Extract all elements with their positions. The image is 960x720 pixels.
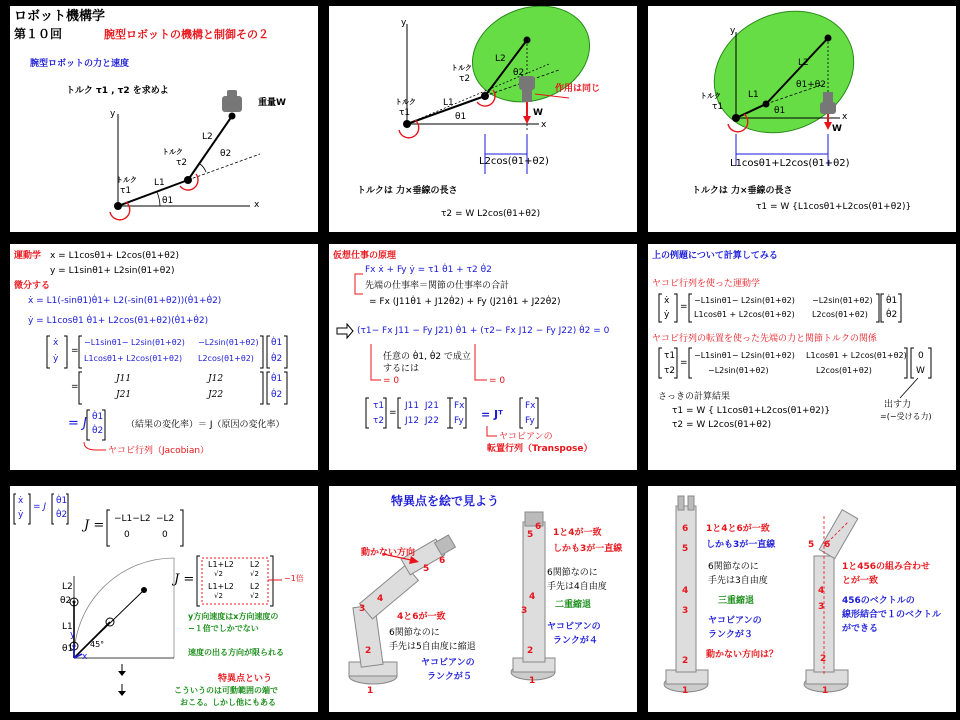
j-m2: −L2: [156, 514, 175, 524]
th1dot-c: θ̇1: [92, 412, 104, 422]
m22: L2cos(θ1+θ2): [198, 354, 254, 363]
joint-num-5b: 5: [808, 540, 815, 550]
fx-vec: Fx: [454, 401, 465, 411]
th2dot-a: θ̇2: [271, 354, 283, 364]
weight-label: 重量W: [258, 98, 286, 108]
zero-2: = 0: [489, 376, 506, 386]
joint-num-5b: 5: [527, 530, 534, 540]
xdot-eq: ẋ = L1(-sinθ1)θ̇1+ L2(-sin(θ1+θ2))(θ̇1+θ̇2): [28, 296, 222, 306]
equals-1: =: [71, 346, 79, 356]
j21: J21: [116, 390, 132, 400]
l1-label: L1: [62, 622, 73, 632]
joint-num-2a: 2: [365, 646, 372, 656]
triple-degenerate: 三重縮退: [718, 596, 755, 606]
minus-one-times: −1倍: [284, 574, 304, 583]
torque-caption: トルクは 力×垂線の長さ: [692, 186, 793, 196]
l2-label: L2: [202, 132, 213, 142]
equals-2: =: [71, 382, 79, 392]
ydot-eq: ẏ = L1cosθ1 θ̇1+ L2cos(θ1+θ2)(θ̇1+θ̇2): [28, 316, 209, 326]
torque-caption: トルクは 力×垂線の長さ: [357, 186, 458, 196]
equals-a: =: [680, 302, 688, 312]
jacobian-symbol: = J: [68, 416, 87, 431]
virtual-work-eq: (τ1− Fx J11 − Fy J21) θ̇1 + (τ2− Fx J12 − Fy J22) θ̇2 = 0: [357, 326, 610, 336]
joint-num-4a: 4: [377, 594, 384, 604]
linear-comb-2: 線形結合で１のベクトル: [842, 610, 942, 620]
weight-w: W: [832, 124, 842, 134]
angle-45: 45°: [90, 640, 105, 649]
l2-label: L2: [62, 582, 73, 592]
x-axis-label: x: [254, 200, 260, 210]
joint-num-4a: 4: [682, 586, 689, 596]
force-x: 0: [918, 351, 924, 361]
theta2-label: θ2: [60, 596, 72, 606]
dof-note-2: 手先は3自由度: [708, 576, 768, 586]
m12: −L2sin(θ1+θ2): [198, 338, 259, 347]
tau1-vec: τ1: [664, 351, 676, 361]
joint-num-4b: 4: [818, 586, 825, 596]
singular-note-2: おこる。しかし他にもある: [180, 698, 276, 707]
l1-label: L1: [154, 178, 165, 188]
l1-label: L1: [748, 90, 759, 100]
ydot-vec: ẏ: [53, 354, 59, 364]
power-balance-eq: Fx ẋ + Fy ẏ = τ1 θ̇1 + τ2 θ̇2: [365, 265, 492, 275]
joint-num-6a: 6: [682, 524, 689, 534]
slide-8: [329, 486, 637, 712]
arm-diagram-2: [329, 6, 637, 232]
power-note: 先端の仕事率＝関節の仕事率の合計: [365, 281, 510, 291]
slide-7: [10, 486, 318, 712]
output-force-2: =(−受ける力): [880, 412, 932, 421]
result-tau1: τ1 = W { L1cosθ1+L2cos(θ1+θ2)}: [672, 406, 831, 416]
joint46-coincide: 4と6が一致: [397, 612, 446, 622]
combo-note-2: とが一致: [842, 576, 879, 586]
slide-9: [648, 486, 956, 712]
singular-point-label: 特異点という: [218, 674, 273, 684]
section-heading: 腕型ロボットの力と速度: [30, 59, 130, 69]
y-axis-label: y: [401, 18, 407, 28]
theta1-label: θ1: [62, 644, 74, 654]
x-axis-label: x: [541, 120, 547, 130]
output-force: 出す力: [884, 400, 912, 410]
th2dot: θ̇2: [56, 510, 68, 520]
zero-1: = 0: [383, 376, 400, 386]
theta12-label: θ1+θ2: [796, 80, 827, 90]
n-l1l2-bottom: L1+L2: [208, 582, 234, 591]
joint-num-6a: 6: [439, 556, 446, 566]
y-axis-label: y: [110, 109, 116, 119]
torque1-label: トルク: [116, 176, 137, 184]
n-l2-top: L2: [250, 560, 260, 569]
b12: L1cosθ1 + L2cos(θ1+θ2): [806, 351, 907, 360]
j-m3: 0: [124, 530, 130, 540]
a11: −L1sinθ1− L2sin(θ1+θ2): [694, 296, 795, 305]
torque1-label: トルク: [700, 92, 721, 100]
jt-row2: J12 J22: [405, 416, 439, 426]
torque1-label: トルク: [395, 98, 416, 106]
joint-num-1a: 1: [682, 686, 689, 696]
combo-note-1: 1と456の組み合わせ: [842, 562, 931, 572]
kinematics-label: 運動学: [14, 251, 42, 261]
l1-label: L1: [443, 98, 454, 108]
dof-note-1: 6関節なのに: [708, 562, 759, 572]
tau2-vec: τ2: [664, 366, 676, 376]
joint-num-2b: 2: [527, 646, 534, 656]
joint14-coincide: 1と4が一致: [553, 528, 602, 538]
n-l1l2-top: L1+L2: [208, 560, 234, 569]
xdot-vec: ẋ: [664, 296, 670, 306]
result-tau2: τ2 = W L2cos(θ1+θ2): [672, 420, 772, 430]
jacobian-note: ヤコビ行列（Jacobian）: [108, 446, 210, 456]
transpose-heading: ヤコビ行列の転置を使った先端の力と関節トルクの関係: [652, 334, 877, 344]
rank3-note-1: ヤコビアンの: [708, 616, 762, 626]
x-axis-label: x: [842, 112, 848, 122]
dof-note-1: 6関節なのに: [547, 568, 598, 578]
joint-num-2b: 2: [820, 654, 827, 664]
weight-w: W: [533, 108, 543, 118]
tau2-label: τ2: [176, 158, 188, 168]
th1dot: θ̇1: [886, 296, 898, 306]
slide-2: [329, 6, 637, 232]
joint-num-3b: 3: [818, 602, 825, 612]
fy-vec: Fy: [454, 416, 464, 426]
tau1-label: τ1: [120, 186, 132, 196]
th2dot: θ̇2: [886, 310, 898, 320]
same-action-note: 作用は同じ: [555, 84, 601, 94]
question: トルク τ1 , τ2 を求めよ: [66, 86, 169, 96]
b22: L2cos(θ1+θ2): [816, 366, 872, 375]
jacobian-kin-heading: ヤコビ行列を使った運動学: [652, 279, 761, 289]
tau1-formula: τ1 = W {L1cosθ1+L2cos(θ1+θ2)}: [756, 202, 912, 212]
jacobian-expansion: = Fx (J11θ̇1 + J12θ̇2) + Fy (J21θ̇1 + J22θ̇2): [369, 297, 561, 307]
j-symbol-1: J =: [84, 518, 105, 533]
j-symbol-2: J =: [174, 572, 195, 587]
sqrt2-c: √2: [214, 592, 223, 600]
virtual-work-title: 仮想仕事の原理: [333, 251, 397, 261]
y-axis-label: y: [70, 630, 76, 640]
linear-comb-3: ができる: [842, 624, 879, 634]
theta1-label: θ1: [455, 112, 467, 122]
a22: L2cos(θ1+θ2): [812, 310, 868, 319]
slide-3: [648, 6, 956, 232]
th1dot: θ̇1: [56, 496, 68, 506]
velocity-note-2: −１倍でしかでない: [188, 624, 259, 633]
joint-num-3a: 3: [359, 604, 366, 614]
distance-label: L1cosθ1+L2cos(θ1+θ2): [730, 158, 850, 169]
th1dot-b: θ̇1: [271, 374, 283, 384]
m21: L1cosθ1+ L2cos(θ1+θ2): [84, 354, 183, 363]
singular-note-1: こういうのは可動範囲の端で: [174, 686, 278, 695]
theta2-label: θ2: [513, 68, 525, 78]
transpose-note-2: 転置行列（Transpose）: [487, 444, 593, 454]
j-m4: 0: [162, 530, 168, 540]
tau2-formula: τ2 = W L2cos(θ1+θ2): [441, 209, 541, 219]
tau1-vec: τ1: [373, 401, 385, 411]
l2-label: L2: [495, 54, 506, 64]
rank5-note-2: ランクが５: [427, 672, 472, 682]
equals-3: =: [389, 408, 397, 418]
torque2-label: トルク: [162, 148, 183, 156]
rank5-note-1: ヤコビアンの: [421, 658, 475, 668]
b11: −L1sinθ1− L2sin(θ1+θ2): [694, 351, 795, 360]
j11: J11: [116, 374, 132, 384]
l2-label: L2: [798, 58, 809, 68]
tau1-label: τ1: [712, 102, 724, 112]
relation-note: （結果の変化率）＝ J（原因の変化率）: [126, 420, 285, 430]
sqrt2-a: √2: [214, 570, 223, 578]
tau2-vec: τ2: [373, 416, 385, 426]
arbitrary-note-2: するには: [383, 364, 420, 374]
sqrt2-b: √2: [250, 570, 259, 578]
example-title: 上の例題について計算してみる: [652, 251, 778, 261]
immobile-question: 動かない方向は？: [706, 650, 779, 660]
differentiate-label: 微分する: [14, 281, 51, 291]
dof-note-2: 手先は4自由度: [547, 582, 607, 592]
ydot-vec: ẏ: [18, 510, 24, 520]
slide5-lines: [329, 244, 637, 470]
joint-num-3a: 3: [682, 606, 689, 616]
rank4-note-1: ヤコビアンの: [547, 622, 601, 632]
j12: J12: [208, 374, 224, 384]
linear-comb-1: 456のベクトルの: [842, 596, 915, 606]
joint-num-4b: 4: [529, 592, 536, 602]
sqrt2-d: √2: [250, 592, 259, 600]
m11: −L1sinθ1− L2sin(θ1+θ2): [84, 338, 185, 347]
previous-result: さっきの計算結果: [658, 392, 731, 402]
joint-num-5a: 5: [423, 564, 430, 574]
lecture-number: 第１０回: [14, 27, 63, 41]
course-title: ロボット機構学: [14, 9, 106, 24]
slide-6: [648, 244, 956, 470]
th2dot-b: θ̇2: [271, 390, 283, 400]
singular-visual-title: 特異点を絵で見よう: [391, 494, 500, 508]
kin-x-eq: x = L1cosθ1+ L2cos(θ1+θ2): [50, 251, 180, 261]
dof-note-3: 6関節なのに: [389, 628, 440, 638]
slide-1: [10, 6, 318, 232]
j22: J22: [208, 390, 224, 400]
joint-num-1b: 1: [822, 686, 829, 696]
distance-label: L2cos(θ1+θ2): [479, 156, 549, 167]
joint3-aligned: しかも3が一直線: [553, 544, 623, 554]
joint3-aligned: しかも3が一直線: [706, 540, 776, 550]
joint-num-6b: 6: [535, 522, 542, 532]
equals-b: =: [680, 358, 688, 368]
jt-symbol: = Jᵀ: [481, 408, 503, 421]
fy-vec-2: Fy: [525, 416, 535, 426]
n-l2-bottom: L2: [250, 582, 260, 591]
slide-5: [329, 244, 637, 470]
jt-row1: J11 J21: [405, 401, 439, 411]
arm-diagram-3: [648, 6, 956, 232]
lecture-subtitle: 腕型ロボットの機構と制御その２: [104, 28, 269, 41]
j-m1: −L1−L2: [114, 514, 151, 524]
tau1-label: τ1: [399, 108, 411, 118]
double-degenerate: 二重縮退: [555, 600, 592, 610]
arbitrary-note: 任意の θ̇1, θ̇2 で成立: [383, 352, 471, 362]
b21: −L2sin(θ1+θ2): [708, 366, 769, 375]
j-eq: = J: [33, 502, 47, 512]
joint-num-1b: 1: [529, 676, 536, 686]
transpose-note: ヤコビアンの: [499, 432, 553, 442]
robot-illustrations-8: [329, 486, 637, 712]
a21: L1cosθ1 + L2cos(θ1+θ2): [694, 310, 795, 319]
theta2-label: θ2: [220, 149, 232, 159]
y-axis-label: y: [730, 26, 736, 36]
torque2-label: トルク: [451, 64, 472, 72]
slide-4: [10, 244, 318, 470]
a12: −L2sin(θ1+θ2): [812, 296, 873, 305]
joint-num-1a: 1: [367, 686, 374, 696]
xdot-vec: ẋ: [53, 338, 59, 348]
force-y: W: [916, 366, 925, 376]
joint-num-3b: 3: [521, 606, 528, 616]
joint-num-2a: 2: [682, 656, 689, 666]
rank3-note-2: ランクが３: [708, 630, 753, 640]
rank4-note-2: ランクが４: [553, 636, 598, 646]
dof-note-4: 手先は5自由度に縮退: [389, 642, 476, 652]
theta1-label: θ1: [162, 196, 174, 206]
joint-num-6b: 6: [824, 540, 831, 550]
velocity-note-1: y方向速度はx方向速度の: [188, 612, 279, 621]
joint-num-5a: 5: [682, 544, 689, 554]
tau2-label: τ2: [459, 74, 471, 84]
xdot-vec: ẋ: [18, 496, 24, 506]
th1dot-a: θ̇1: [271, 338, 283, 348]
kin-y-eq: y = L1sinθ1+ L2sin(θ1+θ2): [50, 266, 175, 276]
limited-direction: 速度の出る方向が限られる: [188, 648, 284, 657]
x-axis-label: x: [82, 652, 88, 662]
fx-vec-2: Fx: [525, 401, 536, 411]
th2dot-c: θ̇2: [92, 426, 104, 436]
theta1-label: θ1: [774, 106, 786, 116]
joint146-coincide: 1と4と6が一致: [706, 524, 770, 534]
immobile-direction: 動かない方向: [361, 548, 416, 558]
ydot-vec: ẏ: [664, 310, 670, 320]
